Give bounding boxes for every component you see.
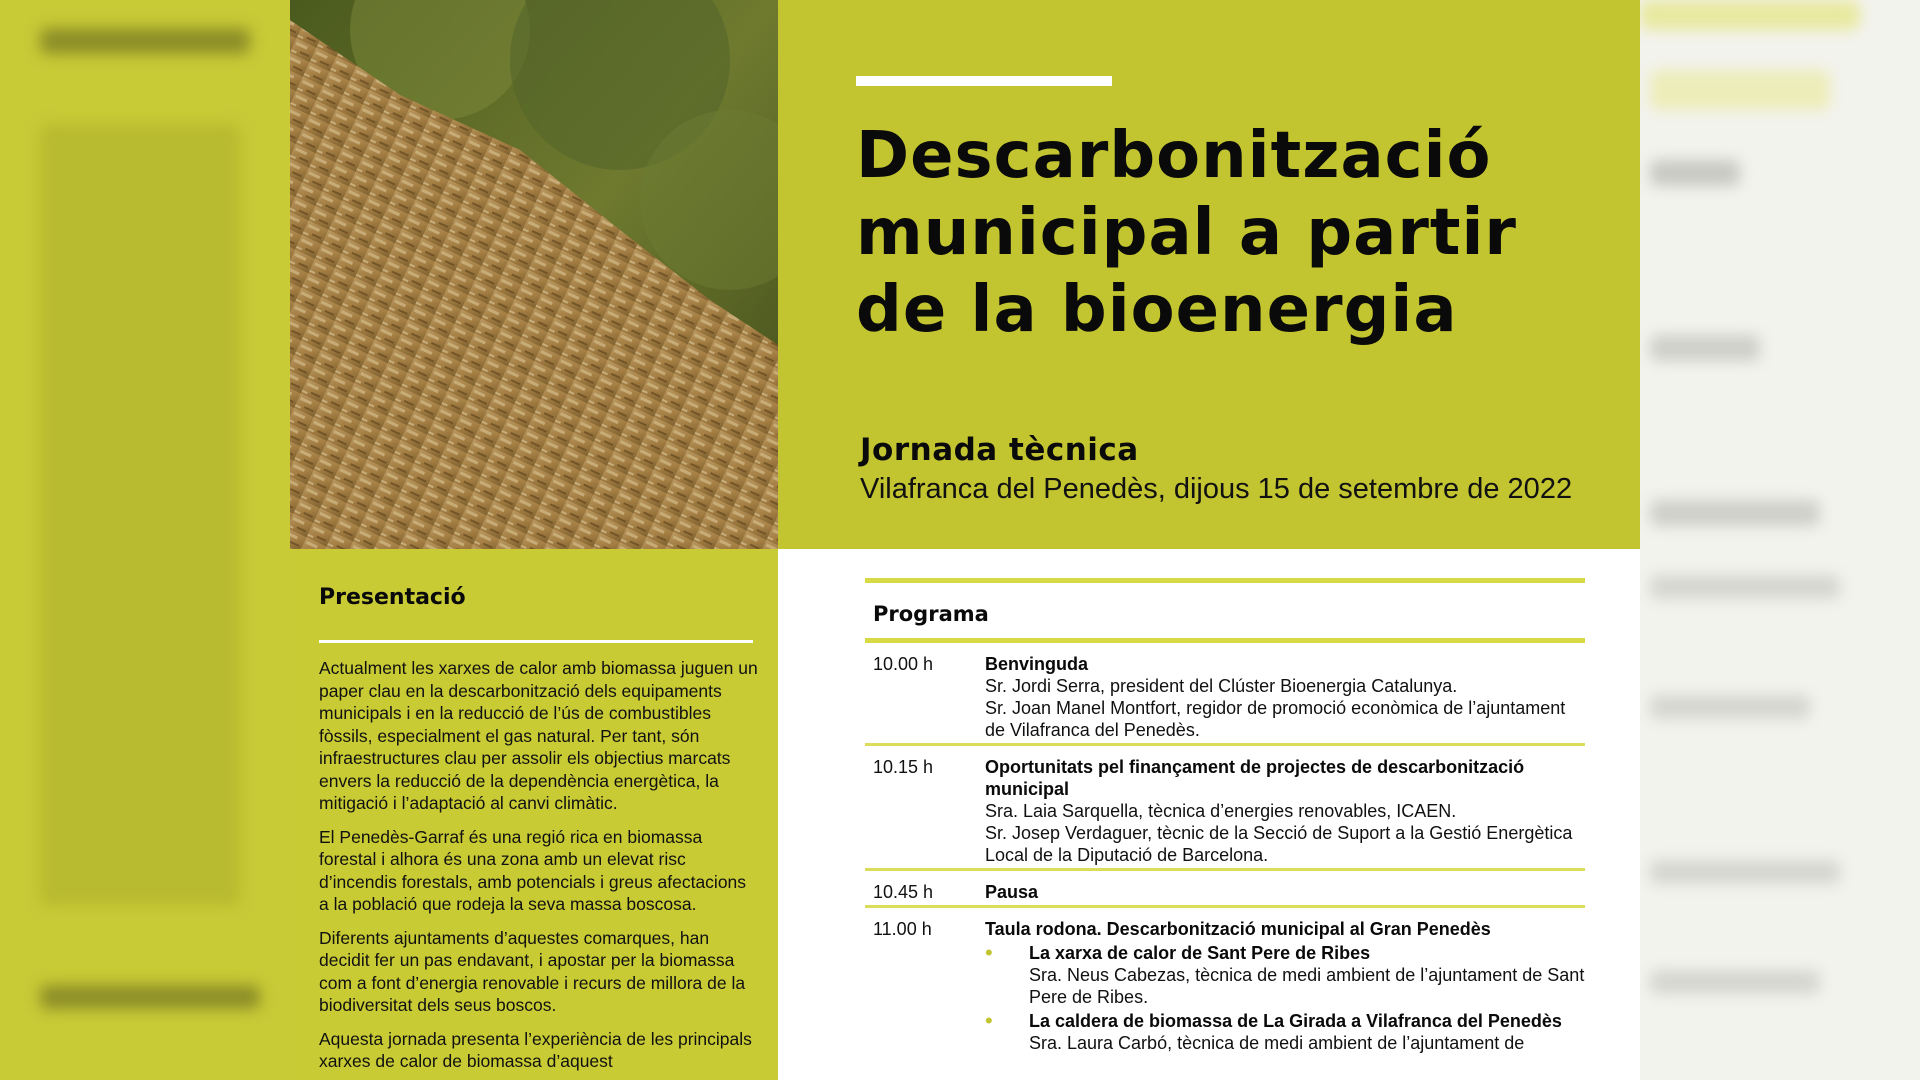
programme-time: 10.15 h <box>873 757 934 777</box>
document-page <box>290 0 1640 1080</box>
programme-content <box>985 653 1585 741</box>
programme-section <box>865 578 1585 1056</box>
bullet-title: La xarxa de calor de Sant Pere de Ribes <box>1029 943 1371 963</box>
programme-item-detail: Sr. Jordi Serra, president del Clúster Bioenergia Catalunya. <box>985 676 1458 696</box>
bullet-dot-icon: • <box>985 940 993 965</box>
title-line: de la bioenergia <box>856 273 1458 347</box>
bullet-dot-icon: • <box>985 1008 993 1033</box>
programme-item-title: Oportunitats pel finançament de projectes de descarbonització municipal <box>985 757 1525 799</box>
event-date-location: Vilafranca del Penedès, dijous 15 de setembre de 2022 <box>860 473 1573 505</box>
bullet-title: La caldera de biomassa de La Girada a Vilafranca del Penedès <box>1029 1011 1562 1031</box>
presentation-paragraph: El Penedès-Garraf és una regió rica en biomassa forestal i alhora és una zona amb un elevat risc d’incendis forestals, amb potencials i greus afectacions a la població que rodeja la seva massa boscosa. <box>319 826 747 914</box>
presentation-section <box>290 549 778 1080</box>
programme-item-title: Benvinguda <box>985 654 1089 674</box>
programme-item-detail: Sr. Joan Manel Montfort, regidor de promoció econòmica de l’ajuntament de Vilafranca del Penedès. <box>985 698 1566 740</box>
document-title <box>856 118 1616 349</box>
programme-row <box>865 908 1585 1056</box>
bullet-text <box>1029 942 1585 1008</box>
programme-bullet <box>985 942 1585 1008</box>
programme-content <box>985 918 1585 1054</box>
programme-bullet <box>985 1010 1585 1054</box>
presentation-divider <box>319 640 753 643</box>
programme-content <box>985 756 1585 866</box>
programme-time: 11.00 h <box>873 919 932 939</box>
wood-chips-photo <box>290 0 778 549</box>
event-type: Jornada tècnica <box>860 432 1139 468</box>
programme-row <box>865 746 1585 871</box>
presentation-heading: Presentació <box>319 585 466 610</box>
programme-heading: Programa <box>873 602 989 626</box>
bullet-detail: Sra. Laura Carbó, tècnica de medi ambient de l’ajuntament de <box>1029 1033 1525 1053</box>
bullet-text <box>1029 1010 1585 1054</box>
programme-row <box>865 643 1585 746</box>
programme-time: 10.45 h <box>873 882 934 902</box>
programme-item-title: Taula rodona. Descarbonització municipal al Gran Penedès <box>985 919 1491 939</box>
programme-content <box>985 881 1585 903</box>
title-line: Descarbonització <box>856 119 1492 193</box>
bullet-detail: Sra. Neus Cabezas, tècnica de medi ambient de l’ajuntament de Sant Pere de Ribes. <box>1029 965 1585 1007</box>
programme-time: 10.00 h <box>873 654 934 674</box>
title-line: municipal a partir <box>856 196 1517 270</box>
presentation-paragraph: Actualment les xarxes de calor amb biomassa juguen un paper clau en la descarbonització dels equipaments municipals i en la reducció de l’ús de combustibles fòssils, especialment el gas natural. Per tant, són infraestructures clau per assolir els objectius marcats envers la reducció de la dependència energètica, la mitigació i l’adaptació al canvi climàtic. <box>319 658 758 813</box>
hero-banner <box>778 0 1640 549</box>
backdrop-left <box>0 0 290 1080</box>
programme-row <box>865 871 1585 908</box>
presentation-body <box>319 657 759 1080</box>
presentation-paragraph: Diferents ajuntaments d’aquestes comarques, han decidit fer un pas endavant, i apostar per la biomassa com a font d’energia renovable i recurs de millora de la biodiversitat dels seus boscos. <box>319 927 746 1015</box>
hero-divider <box>856 76 1112 86</box>
programme-item-detail: Sr. Josep Verdaguer, tècnic de la Secció de Suport a la Gestió Energètica Local de la Diputació de Barcelona. <box>985 823 1573 865</box>
programme-item-title: Pausa <box>985 882 1039 902</box>
presentation-paragraph: Aquesta jornada presenta l’experiència de les principals xarxes de calor de biomassa d’aquest <box>319 1028 752 1071</box>
backdrop-right <box>1640 0 1920 1080</box>
programme-item-detail: Sra. Laia Sarquella, tècnica d’energies renovables, ICAEN. <box>985 801 1457 821</box>
